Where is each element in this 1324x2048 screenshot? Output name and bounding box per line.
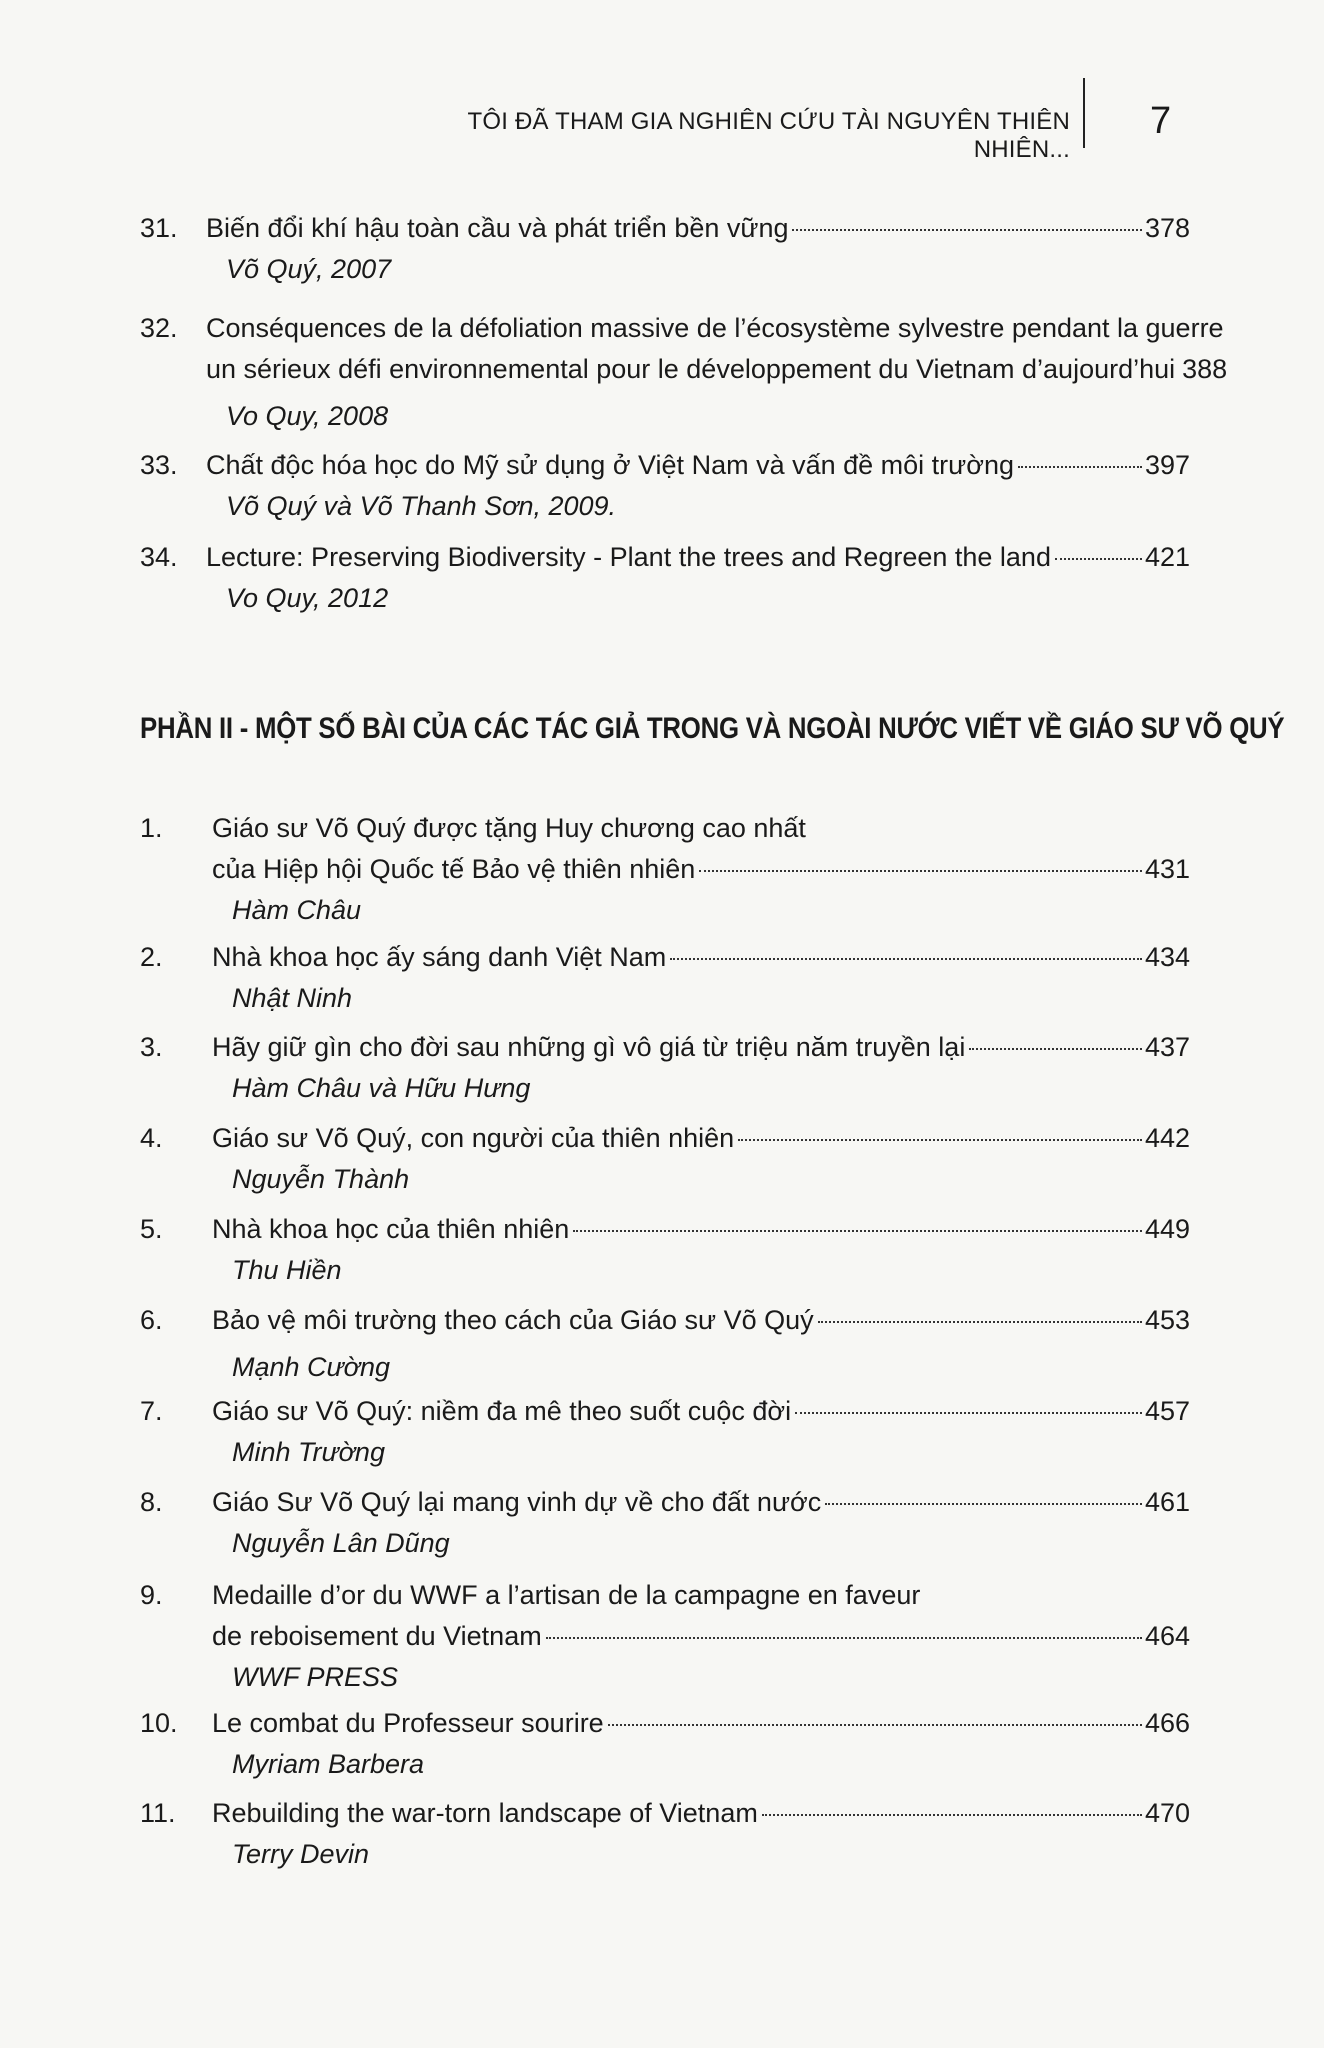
entry-title-line xyxy=(212,1616,1190,1657)
dot-leader xyxy=(546,1637,1142,1639)
entry-page-number: 442 xyxy=(1144,1123,1190,1153)
entry-title: de reboisement du Vietnam xyxy=(212,1621,542,1651)
toc-entry xyxy=(140,937,1190,1019)
entry-author: Nguyễn Thành xyxy=(232,1164,410,1194)
entry-page-number: 464 xyxy=(1144,1621,1190,1651)
entry-title-line xyxy=(212,1118,1190,1159)
entry-title: Nhà khoa học của thiên nhiên xyxy=(212,1214,570,1244)
entry-author: WWF PRESS xyxy=(232,1662,399,1692)
entry-author: Hàm Châu xyxy=(232,895,362,925)
dot-leader xyxy=(795,1412,1142,1414)
entry-title-line xyxy=(206,349,1228,390)
entry-author: Vo Quy, 2012 xyxy=(226,583,389,613)
entry-author: Vo Quy, 2008 xyxy=(226,401,389,431)
entry-title: Le combat du Professeur sourire xyxy=(212,1708,604,1738)
dot-leader xyxy=(573,1230,1142,1232)
toc-entry xyxy=(140,1482,1190,1564)
entry-number: 34. xyxy=(140,542,178,572)
toc-entry xyxy=(140,1209,1190,1291)
toc-entry xyxy=(140,1703,1190,1785)
entry-number: 31. xyxy=(140,213,178,243)
dot-leader xyxy=(1018,466,1142,468)
entry-number: 2. xyxy=(140,942,163,972)
entry-number: 7. xyxy=(140,1396,163,1426)
entry-title: Hãy giữ gìn cho đời sau những gì vô giá từ triệu năm truyền lại xyxy=(212,1032,966,1062)
dot-leader xyxy=(792,229,1141,231)
entry-page-number: 449 xyxy=(1144,1214,1190,1244)
entry-title: Rebuilding the war-torn landscape of Vietnam xyxy=(212,1798,758,1828)
entry-page-number: 388 xyxy=(1182,354,1228,384)
entry-number: 32. xyxy=(140,313,178,343)
entry-title: Bảo vệ môi trường theo cách của Giáo sư Võ Quý xyxy=(212,1305,814,1335)
entry-title: Biến đổi khí hậu toàn cầu và phát triển bền vững xyxy=(206,213,789,243)
entry-author: Thu Hiền xyxy=(232,1255,342,1285)
entry-title-line xyxy=(212,1027,1190,1068)
entry-title: Giáo sư Võ Quý được tặng Huy chương cao nhất xyxy=(212,813,806,843)
entry-page-number: 466 xyxy=(1144,1708,1190,1738)
dot-leader xyxy=(818,1321,1142,1323)
entry-number: 9. xyxy=(140,1580,163,1610)
entry-title-line xyxy=(212,1482,1190,1523)
entry-title: Giáo Sư Võ Quý lại mang vinh dự về cho đất nước xyxy=(212,1487,822,1517)
entry-title: Giáo sư Võ Quý, con người của thiên nhiên xyxy=(212,1123,735,1153)
entry-title-line xyxy=(212,808,1190,849)
dot-leader xyxy=(699,870,1142,872)
entry-title: Chất độc hóa học do Mỹ sử dụng ở Việt Nam và vấn đề môi trường xyxy=(206,450,1014,480)
running-header-title: TÔI ĐÃ THAM GIA NGHIÊN CỨU TÀI NGUYÊN THIÊN NHIÊN... xyxy=(467,108,1070,163)
entry-title-line xyxy=(212,1793,1190,1834)
entry-page-number: 431 xyxy=(1144,854,1190,884)
entry-author: Mạnh Cường xyxy=(232,1352,391,1382)
dot-leader xyxy=(738,1139,1142,1141)
entry-title-line xyxy=(206,308,1224,349)
entry-page-number: 397 xyxy=(1144,450,1190,480)
entry-number: 1. xyxy=(140,813,163,843)
entry-page-number: 453 xyxy=(1144,1305,1190,1335)
entry-page-number: 470 xyxy=(1144,1798,1190,1828)
entry-number: 4. xyxy=(140,1123,163,1153)
entry-title: Medaille d’or du WWF a l’artisan de la campagne en faveur xyxy=(212,1580,921,1610)
entry-title-line xyxy=(212,1575,1190,1616)
dot-leader xyxy=(762,1814,1142,1816)
toc-entry xyxy=(140,1391,1190,1473)
header-divider xyxy=(1083,78,1085,148)
entry-title: Nhà khoa học ấy sáng danh Việt Nam xyxy=(212,942,667,972)
entry-number: 3. xyxy=(140,1032,163,1062)
entry-page-number: 457 xyxy=(1144,1396,1190,1426)
entry-title: un sérieux défi environnemental pour le développement du Vietnam d’aujourd’hui xyxy=(206,354,1176,384)
entry-number: 8. xyxy=(140,1487,163,1517)
entry-number: 6. xyxy=(140,1305,163,1335)
toc-entry xyxy=(140,1575,1190,1698)
toc-entry xyxy=(140,208,1190,290)
toc-entry xyxy=(140,1027,1190,1109)
entry-author: Terry Devin xyxy=(232,1839,370,1869)
entry-author: Võ Quý và Võ Thanh Sơn, 2009. xyxy=(226,491,617,521)
dot-leader xyxy=(1055,558,1142,560)
entry-author: Minh Trường xyxy=(232,1437,385,1467)
toc-entry xyxy=(140,1118,1190,1200)
dot-leader xyxy=(670,958,1142,960)
dot-leader xyxy=(825,1503,1142,1505)
entry-author: Nguyễn Lân Dũng xyxy=(232,1528,450,1558)
toc-entry xyxy=(140,808,1190,931)
entry-page-number: 461 xyxy=(1144,1487,1190,1517)
part-2-heading: PHẦN II - MỘT SỐ BÀI CỦA CÁC TÁC GIẢ TRONG VÀ NGOÀI NƯỚC VIẾT VỀ GIÁO SƯ VÕ QUÝ xyxy=(140,712,1285,745)
entry-title-line xyxy=(212,1209,1190,1250)
entry-title-line xyxy=(212,937,1190,978)
entry-title-line xyxy=(212,849,1190,890)
entry-number: 11. xyxy=(140,1798,176,1828)
entry-title-line xyxy=(206,537,1190,578)
entry-title-line xyxy=(206,445,1190,486)
toc-entry xyxy=(140,1793,1190,1875)
dot-leader xyxy=(969,1048,1142,1050)
entry-page-number: 434 xyxy=(1144,942,1190,972)
entry-page-number: 421 xyxy=(1144,542,1190,572)
entry-title-line xyxy=(212,1300,1190,1341)
entry-title: Lecture: Preserving Biodiversity - Plant the trees and Regreen the land xyxy=(206,542,1051,572)
page-number: 7 xyxy=(1150,100,1172,142)
entry-author: Nhật Ninh xyxy=(232,983,353,1013)
entry-title-line xyxy=(212,1703,1190,1744)
entry-number: 33. xyxy=(140,450,178,480)
entry-number: 5. xyxy=(140,1214,163,1244)
entry-page-number: 378 xyxy=(1144,213,1190,243)
toc-entry xyxy=(140,1300,1190,1388)
entry-title: Giáo sư Võ Quý: niềm đa mê theo suốt cuộc đời xyxy=(212,1396,792,1426)
entry-title: Conséquences de la défoliation massive de l’écosystème sylvestre pendant la guerre xyxy=(206,313,1224,343)
entry-title: của Hiệp hội Quốc tế Bảo vệ thiên nhiên xyxy=(212,854,696,884)
entry-number: 10. xyxy=(140,1708,178,1738)
entry-page-number: 437 xyxy=(1144,1032,1190,1062)
toc-entry xyxy=(140,308,1228,437)
toc-entry xyxy=(140,445,1190,527)
dot-leader xyxy=(608,1724,1142,1726)
entry-title-line xyxy=(206,208,1190,249)
toc-entry xyxy=(140,537,1190,619)
entry-title-line xyxy=(212,1391,1190,1432)
entry-author: Myriam Barbera xyxy=(232,1749,425,1779)
entry-author: Võ Quý, 2007 xyxy=(226,254,392,284)
entry-author: Hàm Châu và Hữu Hưng xyxy=(232,1073,531,1103)
